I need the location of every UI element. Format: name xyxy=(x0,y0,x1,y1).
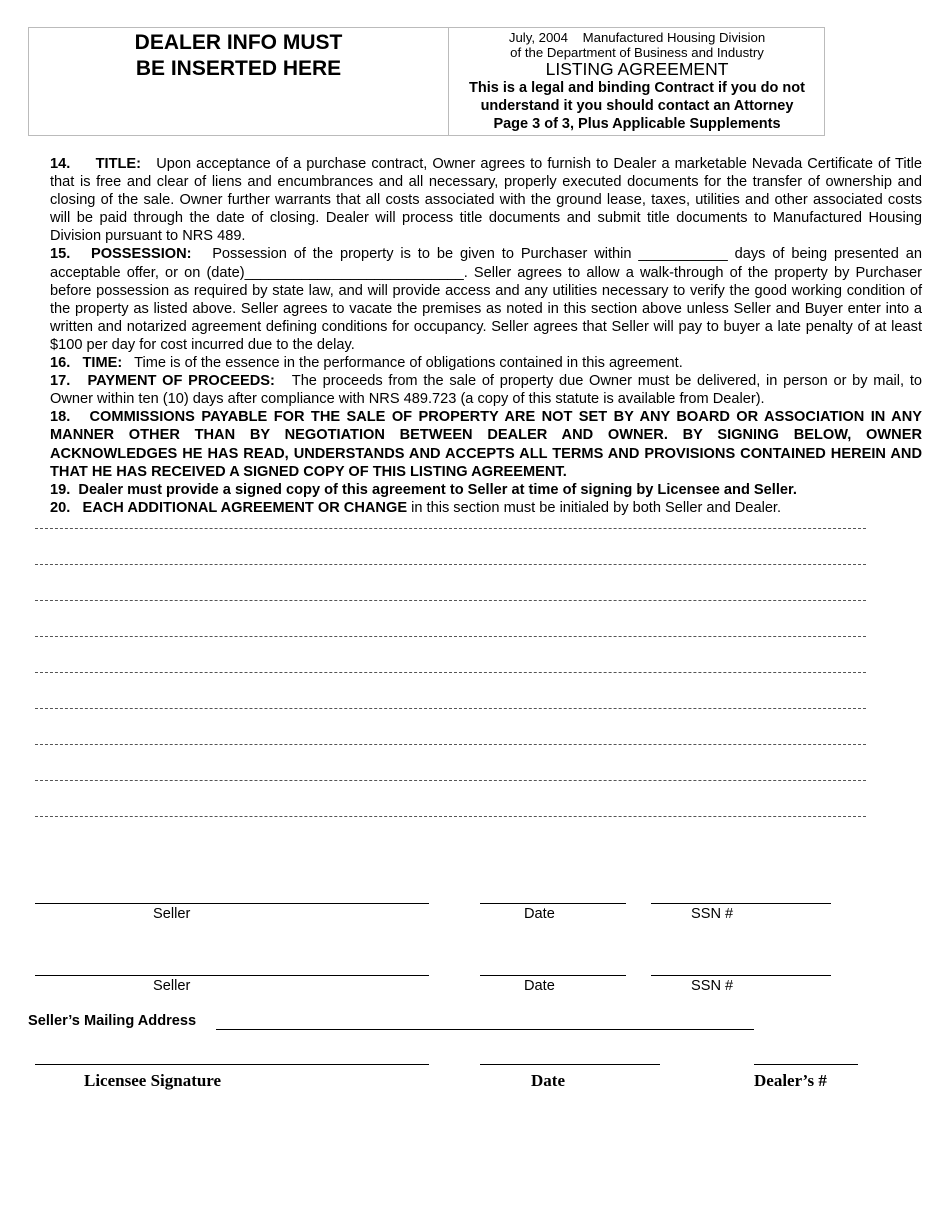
section-text: Time is of the essence in the performance of obligations contained in this agreement. xyxy=(134,355,683,372)
page-info: Page 3 of 3, Plus Applicable Supplements xyxy=(493,116,781,132)
section-text: COMMISSIONS PAYABLE FOR THE SALE OF PROPERTY ARE NOT SET BY ANY BOARD OR ASSOCIATION IN ANY MANNER OTHER THAN BY NEGOTIATION BETWEEN DEALER AND OWNER. BY SIGNING BELOW, OWNER ACKNOWLEDGES HE HAS READ, UNDERSTANDS AND ACCEPTS ALL TERMS AND PROVISIONS CONTAINED HEREIN AND THAT HE HAS RECEIVED A SIGNED COPY OF THIS LISTING AGREEMENT. xyxy=(50,409,922,480)
section-text: Upon acceptance of a purchase contract, Owner agrees to furnish to Dealer a marketable Nevada Certificate of Title that is free and clear of liens and encumbrances and all necessary, properly executed documents for the transfer of ownership and closing of the sale. Owner further warrants that all costs associated with the ground lease, taxes, utilities and other associated costs will be paid through the date of closing. Dealer will process title documents and submit title documents to Manufactured Housing Division pursuant to NRS 489. xyxy=(50,156,922,245)
seller-1-ssn-line[interactable] xyxy=(651,903,831,904)
section-number: 17. xyxy=(50,373,71,390)
seller-1-signature-line[interactable] xyxy=(35,903,429,904)
section-number: 15. xyxy=(50,246,71,263)
section-18 xyxy=(28,408,922,480)
dealer-info-box xyxy=(29,28,449,135)
dealer-number-line[interactable] xyxy=(754,1064,858,1065)
section-text: in this section must be initialed by both Seller and Dealer. xyxy=(411,499,782,516)
seller-2-signature-line[interactable] xyxy=(35,975,429,976)
header-box xyxy=(28,27,825,136)
section-number: 20. xyxy=(50,499,71,516)
section-text: Dealer must provide a signed copy of this agreement to Seller at time of signing by Licensee and Seller. xyxy=(78,481,797,498)
dealer-line-2: BE INSERTED HERE xyxy=(135,57,342,80)
dealer-info-placeholder xyxy=(29,30,448,82)
agreement-body xyxy=(28,155,922,517)
seller-1-date-line[interactable] xyxy=(480,903,626,904)
mailing-address-line[interactable] xyxy=(216,1029,754,1030)
seller-2-ssn-label: SSN # xyxy=(691,978,734,994)
seller-1-ssn-label: SSN # xyxy=(691,906,734,922)
agreement-line-7[interactable] xyxy=(35,744,866,745)
section-text: The proceeds from the sale of property due Owner must be delivered, in person or by mail, to Owner within ten (10) days after compliance with NRS 489.723 (a copy of this statute is available from Dealer). xyxy=(50,373,922,408)
warning-line-2: understand it you should contact an Attorney xyxy=(480,98,794,114)
section-14 xyxy=(28,155,922,245)
section-number: 18. xyxy=(50,409,71,426)
section-title: TITLE: xyxy=(95,156,141,172)
agreement-line-4[interactable] xyxy=(35,636,866,637)
section-15 xyxy=(28,245,922,354)
seller-1-label: Seller xyxy=(153,906,191,922)
section-20 xyxy=(28,499,922,517)
section-title: EACH ADDITIONAL AGREEMENT OR CHANGE xyxy=(82,499,408,516)
licensee-signature-line[interactable] xyxy=(35,1064,429,1065)
licensee-date-line[interactable] xyxy=(480,1064,660,1065)
section-16 xyxy=(28,354,922,372)
section-number: 14. xyxy=(50,156,71,172)
section-19 xyxy=(28,481,922,499)
agreement-line-1[interactable] xyxy=(35,528,866,529)
seller-2-date-line[interactable] xyxy=(480,975,626,976)
form-info-box xyxy=(449,28,825,133)
section-text: Possession of the property is to be given to Purchaser within ___________ days of being presented an acceptable offer, or on (date)___________________________. Seller agrees to allow a walk-through of the property by Purchaser before possession as required by state law, and will provide access and any utilities necessary to verify the good working condition of the property as listed above. Seller agrees to vacate the premises as noted in this section above unless Seller and Buyer enter into a written and notarized agreement defining conditions for occupancy. Seller agrees that Seller will pay to buyer a late penalty of at least $100 per day for cost incurred due to the delay. xyxy=(50,246,922,353)
dealer-number-label: Dealer’s # xyxy=(754,1071,827,1090)
warning-line-1: This is a legal and binding Contract if you do not xyxy=(469,80,805,96)
doc-title: LISTING AGREEMENT xyxy=(545,59,729,79)
section-17 xyxy=(28,372,922,408)
seller-2-date-label: Date xyxy=(524,978,555,994)
agreement-line-2[interactable] xyxy=(35,564,866,565)
section-number: 16. xyxy=(50,355,71,372)
agreement-line-5[interactable] xyxy=(35,672,866,673)
agreement-line-8[interactable] xyxy=(35,780,866,781)
agreement-line-3[interactable] xyxy=(35,600,866,601)
seller-2-label: Seller xyxy=(153,978,191,994)
section-number: 19. xyxy=(50,481,71,498)
agreement-line-6[interactable] xyxy=(35,708,866,709)
department: of the Department of Business and Industry xyxy=(510,45,764,60)
seller-1-date-label: Date xyxy=(524,906,555,922)
section-title: POSSESSION: xyxy=(90,246,192,263)
section-title: TIME: xyxy=(82,355,123,372)
licensee-signature-label: Licensee Signature xyxy=(84,1071,222,1090)
licensee-date-label: Date xyxy=(531,1071,565,1090)
agreement-line-9[interactable] xyxy=(35,816,866,817)
seller-2-ssn-line[interactable] xyxy=(651,975,831,976)
mailing-address-label: Seller’s Mailing Address xyxy=(28,1013,197,1029)
dealer-line-1: DEALER INFO MUST xyxy=(134,31,343,54)
date-division: July, 2004 Manufactured Housing Division xyxy=(508,30,766,45)
section-title: PAYMENT OF PROCEEDS: xyxy=(87,373,275,390)
